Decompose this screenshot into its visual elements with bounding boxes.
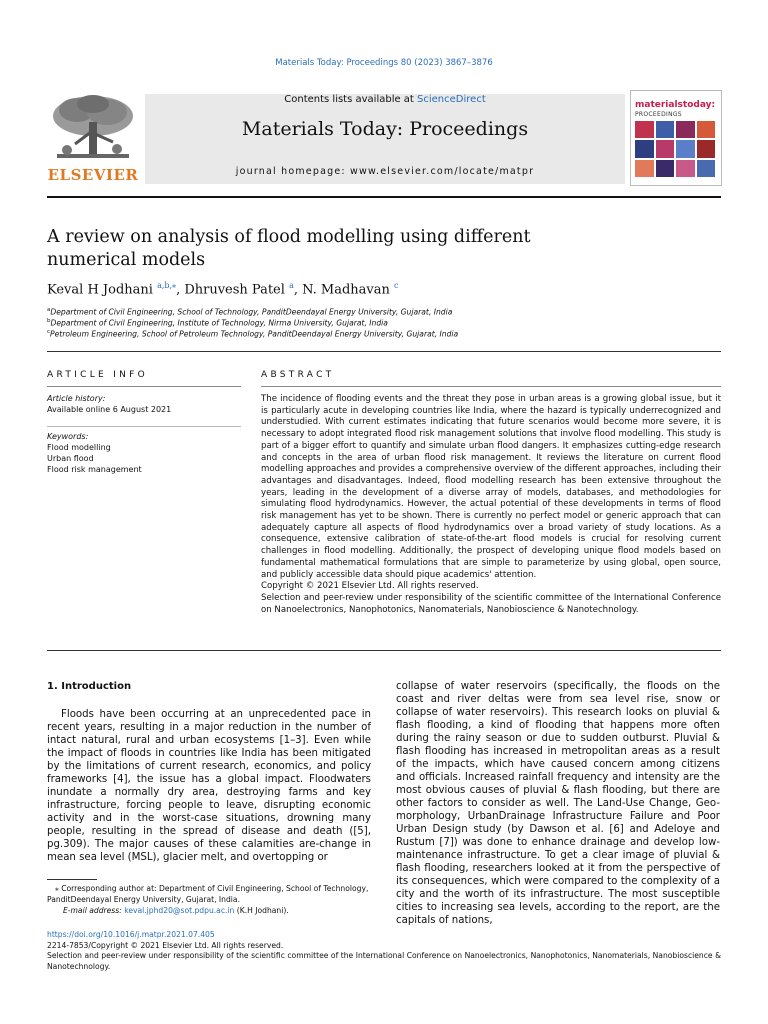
author-affil-marker[interactable]: a,b,⁎ bbox=[157, 281, 177, 290]
abstract-text: The incidence of flooding events and the threat they pose in urban areas is a growing global issue, but it is particularly acute in developing countries like India, where the hazard is typically underrecognized and understudied. With current estimates indicating that future scenarios would become more severe, it is necessary to adopt integrated flood risk management solutions that involve flood modelling. This study is part of a bigger effort to quantify and simulate urban flood dangers. It emphasizes cutting-edge research and concepts in the area of urban flood risk management. It reviews the literature on current flood modelling approaches and provides a comprehensive overview of the different approaches, including their advantages and disadvantages. Indeed, flood modelling research has been extensive throughout the years, leading in the development of a diverse array of models, databases, and methodologies for simulating flood hydrodynamics. However, the actual potential of these developments in terms of flood risk management has yet to be shown. There is currently no perfect model or generic approach that can adequately capture all aspects of flood hydrodynamics over a broad variety of study locations. As a consequence, extensive calibration of state-of-the-art flood models is crucial for resolving current challenges in flood modelling. Additionally, the prospect of developing unique flood models based on fundamental mathematical formulations that are simple to parameterize by using global, open source, and publicly accessible data should pique academics' attention. bbox=[261, 394, 721, 580]
section-rule bbox=[47, 650, 721, 651]
article-info-rule bbox=[47, 386, 241, 387]
left-column bbox=[47, 680, 371, 864]
cover-image-grid bbox=[635, 121, 715, 177]
header-rule bbox=[47, 196, 721, 198]
author-name[interactable]: Dhruvesh Patel bbox=[184, 282, 285, 298]
article-footer bbox=[47, 930, 721, 972]
intro-paragraph: collapse of water reservoirs (specifically, the floods on the coast and river deltas were from sea level rise, snow or collapse of water reservoirs). This research looks on pluvial & flash flooding, a kind of flooding that happens more often during the rainy season or due to sudden outburst. Pluvial & flash flooding has increased in metropolitan areas as a result of the impacts, which have caused concern among citizens and officials. Increased rainfall frequency and intensity are the most obvious causes of pluvial & flash flooding, but there are other factors to consider as well. The Land-Use Change, Geo-morphology, UrbanDrainage Infrastructure Failure and Poor Urban Design study (by Dawson et al. [6] and Adeloye and Rustum [7]) was done to enhance drainage and develop low-maintenance infrastructure. To get a clear image of pluvial & flash flooding, researchers looked at it from the perspective of its consequences, which were compared to the complexity of a city and the worth of its infrastructure. The most susceptible cities to increasing sea levels, according to the report, are the capitals of nations, bbox=[396, 681, 720, 926]
issn-line: 2214-7853/Copyright © 2021 Elsevier Ltd. All rights reserved. bbox=[47, 940, 284, 950]
keyword[interactable]: Urban flood bbox=[47, 454, 94, 463]
affil-marker: c bbox=[47, 329, 51, 335]
sciencedirect-link[interactable]: ScienceDirect bbox=[417, 94, 486, 105]
publisher-wordmark[interactable]: ELSEVIER bbox=[47, 166, 139, 184]
footnote-rule bbox=[47, 879, 97, 880]
article-info-heading: ARTICLE INFO bbox=[47, 370, 149, 380]
author-name[interactable]: N. Madhavan bbox=[302, 282, 390, 298]
keyword[interactable]: Flood risk management bbox=[47, 465, 142, 474]
abstract-heading: ABSTRACT bbox=[261, 370, 335, 380]
homepage-link[interactable]: www.elsevier.com/locate/matpr bbox=[350, 166, 535, 177]
author-affil-marker[interactable]: c bbox=[394, 281, 399, 290]
author-name[interactable]: Keval H Jodhani bbox=[47, 282, 153, 298]
affiliation bbox=[47, 329, 458, 339]
keyword[interactable]: Flood modelling bbox=[47, 443, 111, 452]
history-value: Available online 6 August 2021 bbox=[47, 405, 172, 414]
affil-marker: b bbox=[47, 318, 51, 324]
email-suffix: (K.H Jodhani). bbox=[234, 906, 289, 915]
footnote bbox=[47, 883, 371, 916]
email-line bbox=[47, 905, 371, 916]
homepage-prefix: journal homepage: bbox=[235, 166, 350, 177]
article-info-rule bbox=[47, 426, 241, 427]
affiliation bbox=[47, 318, 388, 328]
journal-cover-thumbnail[interactable] bbox=[630, 90, 722, 186]
affil-marker: a bbox=[47, 307, 51, 313]
footer-selection: Selection and peer-review under responsibility of the scientific committee of the International Conference on Nanoelectronics, Nanophotonics, Nanomaterials, Nanobioscience & Nanotechnology. bbox=[47, 951, 721, 971]
affiliation bbox=[47, 307, 452, 317]
cover-subtitle: PROCEEDINGS bbox=[635, 111, 682, 118]
intro-paragraph: Floods have been occurring at an unprecedented pace in recent years, resulting in a major reduction in the number of intact natural, rural and urban ecosystems [1–3]. Even while the impact of floods in countries like India has been mitigated by the limitations of current research, economics, and policy frameworks [4], the issue has a global impact. Floodwaters inundate a normally dry area, destroying farms and key infrastructure, forcing people to leave, disrupting economic activity and in the worst-case situations, drowning many people, resulting in the spread of disease and death ([5], pg.309). The major causes of these calamities are-change in mean sea level (MSL), glacier melt, and overtopping or bbox=[47, 709, 371, 863]
journal-citation[interactable]: Materials Today: Proceedings 80 (2023) 3867–3876 bbox=[275, 58, 493, 68]
corresponding-author-note: ⁎ Corresponding author at: Department of Civil Engineering, School of Technology, PanditDeendayal Energy University, Gujarat, India. bbox=[47, 884, 369, 904]
abstract-selection: Selection and peer-review under responsibility of the scientific committee of the International Conference on Nanoelectronics, Nanophotonics, Nanomaterials, Nanobioscience & Nanotechnology. bbox=[261, 592, 721, 615]
history-label: Article history: bbox=[47, 394, 106, 403]
affil-text: Department of Civil Engineering, Institute of Technology, Nirma University, Gujarat, India bbox=[50, 318, 388, 328]
section-rule bbox=[47, 351, 721, 352]
abstract-body bbox=[261, 394, 721, 616]
abstract-rule bbox=[261, 386, 721, 387]
affil-text: Department of Civil Engineering, School of Technology, PanditDeendayal Energy University, Gujarat, India bbox=[50, 307, 453, 317]
doi-link[interactable]: https://doi.org/10.1016/j.matpr.2021.07.405 bbox=[47, 930, 215, 939]
contents-line bbox=[145, 94, 625, 105]
abstract-copyright: Copyright © 2021 Elsevier Ltd. All rights reserved. bbox=[261, 581, 479, 592]
intro-heading: 1. Introduction bbox=[47, 681, 132, 692]
contents-prefix: Contents lists available at bbox=[284, 94, 418, 105]
email-label: E-mail address: bbox=[63, 906, 125, 915]
journal-title: Materials Today: Proceedings bbox=[241, 118, 529, 140]
email-link[interactable]: keval.jphd20@sot.pdpu.ac.in bbox=[124, 906, 235, 915]
author-affil-marker[interactable]: a bbox=[289, 281, 294, 290]
author-list: Keval H Jodhani $^{a,b,⁎}$, Dhruvesh Patel $^a$, N. Madhavan $^c$ bbox=[47, 281, 399, 298]
keywords-label: Keywords: bbox=[47, 432, 89, 441]
cover-title: materialstoday: bbox=[635, 100, 716, 110]
journal-homepage bbox=[145, 166, 625, 177]
affil-text: Petroleum Engineering, School of Petroleum Technology, PanditDeendayal Energy University, Gujarat, India bbox=[50, 329, 459, 339]
right-column bbox=[396, 680, 720, 927]
tree-icon bbox=[47, 92, 139, 164]
article-title: A review on analysis of flood modelling using different numerical models bbox=[47, 227, 531, 270]
